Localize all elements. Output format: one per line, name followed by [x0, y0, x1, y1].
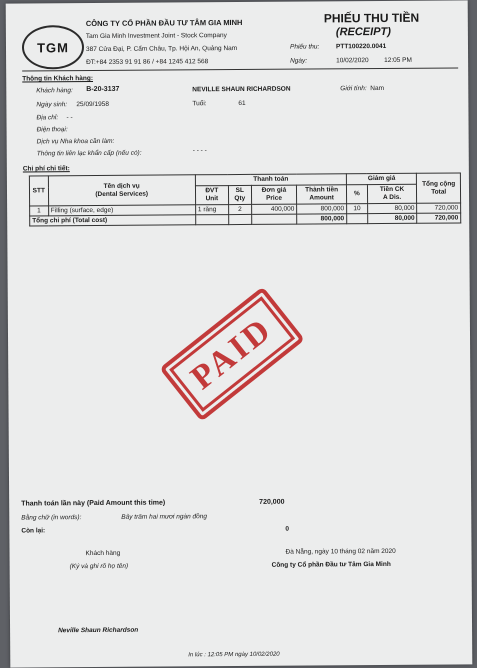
- address-label: Địa chỉ:: [36, 114, 59, 122]
- total-row-total: 720,000: [417, 213, 461, 223]
- customer-section-title: Thông tin Khách hàng:: [22, 75, 94, 83]
- customer-signature-title: Khách hàng: [85, 549, 121, 558]
- col-service-vi: Tên dịch vụ: [103, 182, 140, 190]
- company-phone: ĐT:+84 2353 91 91 86 / +84 1245 412 568: [86, 58, 209, 67]
- header-divider: [22, 67, 458, 71]
- total-row-discount: 80,000: [367, 213, 417, 223]
- company-name-en: Tam Gia Minh Investment Joint - Stock Company: [85, 32, 227, 41]
- col-amount: [297, 185, 347, 204]
- row-amount: 800,000: [297, 204, 347, 214]
- col-price-en: Price: [266, 194, 282, 202]
- row-discount: 80,000: [367, 203, 417, 213]
- place-date: Đà Nẵng, ngày 10 tháng 02 năm 2020: [285, 547, 396, 556]
- logo-text: TGM: [36, 39, 69, 55]
- details-section-title: Chi phí chi tiết:: [22, 165, 70, 173]
- dob-label: Ngày sinh:: [36, 101, 68, 109]
- amount-in-words-label: Bằng chữ (in words):: [21, 514, 82, 522]
- col-discount-en: A Dis.: [382, 193, 402, 201]
- customer-signature-note: (Ký và ghi rõ họ tên): [69, 562, 129, 571]
- receipt-title: PHIẾU THU TIỀN: [323, 10, 420, 26]
- receipt-paper: [6, 0, 473, 667]
- col-unit: [195, 186, 228, 205]
- printed-timestamp: In lúc : 12:05 PM ngày 10/02/2020: [188, 651, 280, 659]
- col-stt: STT: [29, 176, 48, 206]
- row-unit: 1 răng: [195, 205, 228, 215]
- col-price: [251, 185, 297, 204]
- col-unit-en: Unit: [205, 195, 219, 203]
- paid-stamp-text: PAID: [184, 310, 280, 397]
- company-logo: [22, 25, 84, 69]
- emergency-contact-label: Thông tin liên lạc khẩn cấp (nếu có):: [36, 149, 142, 158]
- col-service-en: (Dental Services): [95, 190, 149, 198]
- receipt-number-label: Phiếu thu:: [289, 43, 320, 51]
- col-total-vi: Tổng cộng: [422, 179, 456, 188]
- row-service: Filling (surface, edge): [48, 205, 195, 216]
- col-amount-vi: Thành tiền: [305, 186, 339, 194]
- col-total-en: Total: [431, 188, 447, 196]
- group-payment: Thanh toán: [195, 174, 346, 186]
- receipt-date: 10/02/2020: [336, 57, 369, 65]
- col-pct: %: [346, 185, 367, 204]
- col-qty-vi: SL: [235, 186, 244, 195]
- company-address: 387 Cửa Đại, P. Cẩm Châu, Tp. Hội An, Quảng Nam: [85, 45, 238, 54]
- remaining-value: 0: [285, 525, 290, 533]
- gender-label: Giới tính:: [340, 85, 367, 93]
- col-amount-en: Amount: [309, 194, 334, 202]
- receipt-number: PTT100220.0041: [335, 42, 387, 51]
- col-qty-en: Qty: [234, 194, 246, 203]
- group-discount: Giảm giá: [346, 173, 417, 184]
- col-discount-vi: Tiền CK: [379, 185, 405, 194]
- col-total: [417, 173, 461, 203]
- service-needed-label: Dịch vụ Nha khoa cần làm:: [36, 137, 115, 146]
- total-row-label: Tổng chi phí (Total cost): [30, 215, 196, 226]
- col-unit-vi: ĐVT: [205, 187, 219, 195]
- remaining-label: Còn lại:: [21, 527, 46, 535]
- paid-amount-value: 720,000: [259, 498, 285, 506]
- row-qty: 2: [228, 204, 251, 214]
- emergency-contact-value: - - - -: [192, 147, 207, 155]
- age-value: 61: [238, 99, 246, 107]
- age-label: Tuổi:: [192, 100, 207, 108]
- col-price-vi: Đơn giá: [261, 186, 287, 194]
- receipt-subtitle: (RECEIPT): [335, 25, 391, 39]
- dob-value: 25/09/1958: [76, 100, 109, 109]
- phone-label: Điện thoại:: [36, 126, 68, 134]
- paid-stamp: [159, 286, 305, 421]
- total-row-amount: 800,000: [297, 214, 347, 224]
- customer-code: B-20-3137: [86, 85, 120, 94]
- row-price: 400,000: [251, 204, 297, 214]
- company-signature-name: Công ty Cổ phần Đầu tư Tâm Gia Minh: [271, 560, 391, 569]
- receipt-time: 12:05 PM: [384, 56, 412, 64]
- services-table: [29, 172, 461, 226]
- amount-in-words-value: Bảy trăm hai mươi ngàn đồng: [121, 513, 208, 521]
- customer-name: NEVILLE SHAUN RICHARDSON: [192, 85, 291, 94]
- row-pct: 10: [347, 204, 368, 214]
- col-discount: [367, 184, 417, 203]
- address-value: - -: [66, 114, 73, 122]
- row-total: 720,000: [417, 203, 461, 213]
- customer-code-label: Khách hàng:: [36, 87, 73, 95]
- row-stt: 1: [30, 206, 49, 216]
- paid-amount-label: Thanh toán lần này (Paid Amount this time): [21, 499, 166, 508]
- col-service: [48, 175, 195, 206]
- company-name-vi: CÔNG TY CỔ PHẦN ĐẦU TƯ TÂM GIA MINH: [85, 17, 243, 29]
- gender-value: Nam: [370, 84, 385, 93]
- col-qty: [228, 185, 251, 204]
- total-row: [30, 213, 461, 226]
- receipt-date-label: Ngày:: [290, 57, 308, 65]
- customer-printed-name: Neville Shaun Richardson: [58, 626, 139, 635]
